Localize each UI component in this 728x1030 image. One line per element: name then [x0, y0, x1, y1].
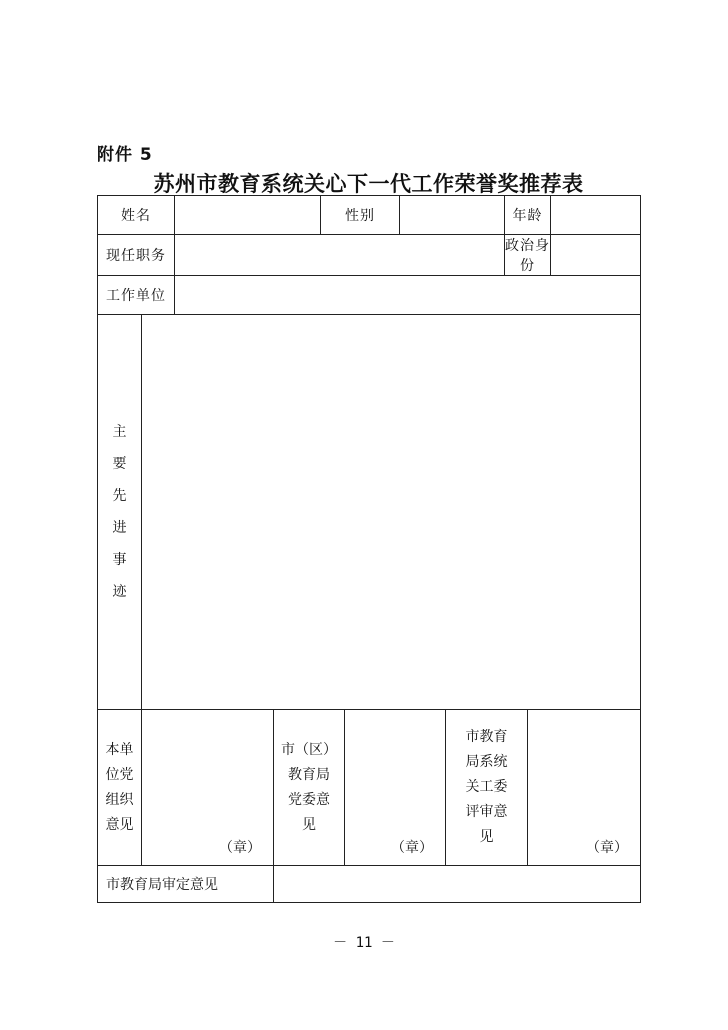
- workplace-label: 工作单位: [98, 276, 175, 315]
- district-opinion-label: 市（区） 教育局 党委意 见: [274, 710, 345, 866]
- unit-seal-mark: （章）: [219, 840, 261, 856]
- deeds-field[interactable]: [142, 315, 641, 710]
- recommendation-form: [97, 195, 641, 903]
- deeds-label-char: 事: [112, 552, 127, 568]
- position-field[interactable]: [175, 235, 505, 276]
- deeds-label-char: 要: [112, 456, 127, 472]
- attachment-label: 附件 5: [97, 145, 153, 165]
- committee-seal-mark: （章）: [586, 840, 628, 856]
- age-field[interactable]: [551, 196, 641, 235]
- workplace-field[interactable]: [175, 276, 641, 315]
- district-seal-mark: （章）: [391, 840, 433, 856]
- name-field[interactable]: [175, 196, 321, 235]
- document-title: 苏州市教育系统关心下一代工作荣誉奖推荐表: [153, 171, 584, 196]
- deeds-label-char: 先: [112, 488, 127, 504]
- political-status-field[interactable]: [551, 235, 641, 276]
- deeds-label-char: 迹: [112, 584, 127, 600]
- deeds-label-char: 进: [112, 520, 127, 536]
- committee-opinion-label: 市教育 局系统 关工委 评审意 见: [446, 710, 528, 866]
- deeds-label: [98, 315, 142, 710]
- gender-field[interactable]: [400, 196, 505, 235]
- committee-opinion-field[interactable]: [528, 710, 641, 866]
- district-opinion-field[interactable]: [345, 710, 446, 866]
- age-label: 年龄: [505, 196, 551, 235]
- gender-label: 性别: [321, 196, 400, 235]
- deeds-label-char: 主: [112, 424, 127, 440]
- page-number: － 11 －: [333, 935, 395, 951]
- position-label: 现任职务: [98, 235, 175, 276]
- name-label: 姓名: [98, 196, 175, 235]
- final-approval-label: 市教育局审定意见: [98, 866, 274, 903]
- unit-opinion-field[interactable]: [142, 710, 274, 866]
- final-approval-field[interactable]: [274, 866, 641, 903]
- political-status-label: 政治身份: [505, 235, 551, 276]
- unit-opinion-label: 本单 位党 组织 意见: [98, 710, 142, 866]
